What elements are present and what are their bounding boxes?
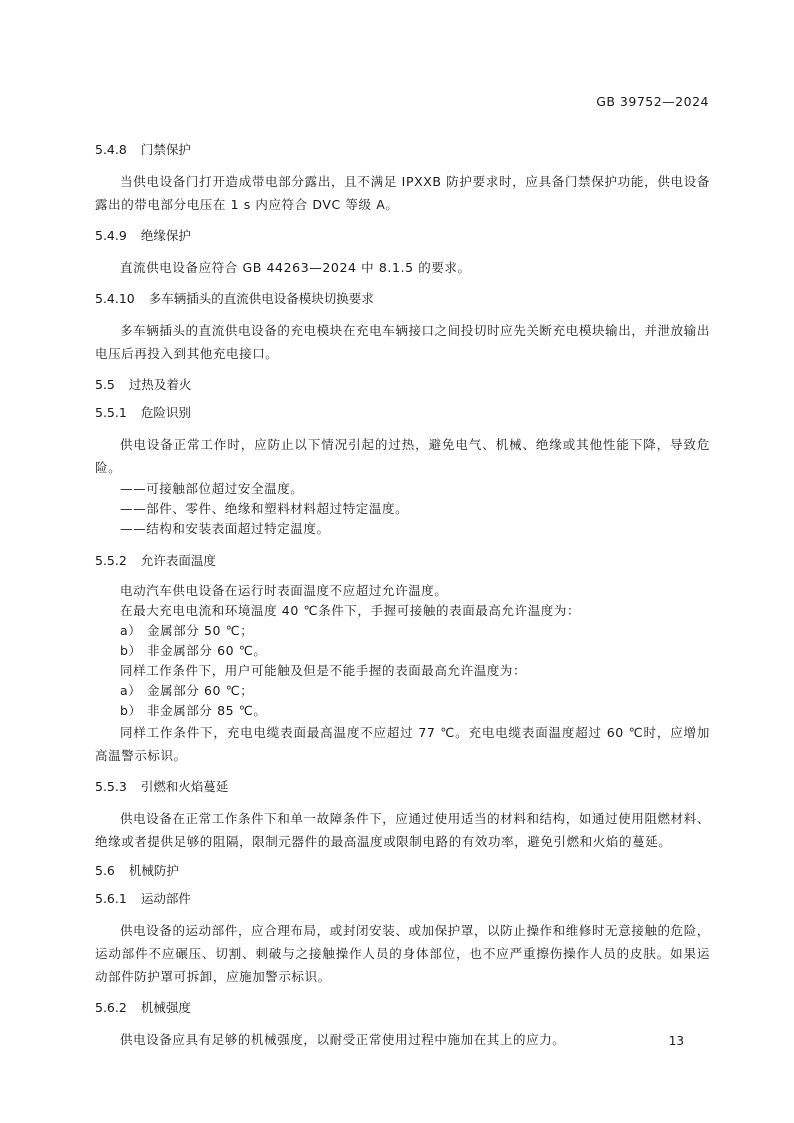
- standard-code: GB 39752—2024: [596, 94, 709, 109]
- section-heading-5-4-8: [95, 140, 710, 160]
- paragraph-line: 同样工作条件下，充电电缆表面最高温度不应超过 77 ℃。充电电缆表面温度超过 60 ℃时，应增加高温警示标识。: [95, 725, 710, 763]
- section-heading-5-4-10: [95, 289, 710, 309]
- section-number: 5.4.9: [95, 228, 127, 243]
- list-text: 非金属部分 60 ℃。: [147, 643, 267, 658]
- dash-item: ——可接触部位超过安全温度。: [120, 481, 304, 496]
- list-text: 金属部分 50 ℃；: [147, 623, 254, 638]
- list-item: [95, 641, 710, 661]
- list-item: [95, 681, 710, 701]
- list-label: a）: [120, 683, 142, 698]
- section-heading-5-4-9: [95, 226, 710, 246]
- paragraph-line: 同样工作条件下，用户可能触及但是不能手握的表面最高允许温度为：: [120, 663, 527, 678]
- section-number: 5.6.2: [95, 1000, 127, 1015]
- section-heading-5-6: [95, 861, 710, 881]
- section-title: 多车辆插头的直流供电设备模块切换要求: [148, 291, 374, 306]
- section-number: 5.4.10: [95, 291, 135, 306]
- section-title: 危险识别: [140, 405, 191, 420]
- section-title: 运动部件: [140, 891, 191, 906]
- section-number: 5.4.8: [95, 142, 127, 157]
- section-title: 绝缘保护: [140, 228, 191, 243]
- list-label: a）: [120, 623, 142, 638]
- section-number: 5.6: [95, 863, 115, 878]
- list-text: 金属部分 60 ℃；: [147, 683, 254, 698]
- section-number: 5.5.2: [95, 553, 127, 568]
- section-number: 5.5.3: [95, 779, 127, 794]
- list-item: [95, 621, 710, 641]
- section-title: 机械强度: [140, 1000, 191, 1015]
- paragraph-5-6-2: 供电设备应具有足够的机械强度，以耐受正常使用过程中施加在其上的应力。: [120, 1032, 566, 1047]
- list-text: 非金属部分 85 ℃。: [147, 703, 267, 718]
- paragraph-5-4-8: 当供电设备门打开造成带电部分露出，且不满足 IPXXB 防护要求时，应具备门禁保护功能，供电设备露出的带电部分电压在 1 s 内应符合 DVC 等级 A。: [95, 174, 710, 212]
- list-label: b）: [120, 643, 142, 658]
- section-heading-5-5-1: [95, 403, 710, 423]
- section-heading-5-5: [95, 375, 710, 395]
- paragraph-5-6-1: 供电设备的运动部件，应合理布局，或封闭安装、或加保护罩，以防止操作和维修时无意接触的危险，运动部件不应碾压、切割、刺破与之接触操作人员的身体部位，也不应严重擦伤操作人员的皮肤。如果运动部件防护罩可拆卸，应施加警示标识。: [95, 923, 710, 984]
- section-title: 机械防护: [128, 863, 179, 878]
- page-number: 13: [668, 1034, 684, 1048]
- section-heading-5-5-3: [95, 777, 710, 797]
- paragraph-5-4-9: 直流供电设备应符合 GB 44263—2024 中 8.1.5 的要求。: [120, 260, 471, 275]
- paragraph-5-5-3: 供电设备在正常工作条件下和单一故障条件下，应通过使用适当的材料和结构，如通过使用阻燃材料、绝缘或者提供足够的阻隔，限制元器件的最高温度或限制电路的有效功率，避免引燃和火焰的蔓延。: [95, 811, 710, 849]
- section-number: 5.6.1: [95, 891, 127, 906]
- section-heading-5-6-1: [95, 889, 710, 909]
- paragraph-5-5-1: 供电设备正常工作时，应防止以下情况引起的过热，避免电气、机械、绝缘或其他性能下降，导致危险。: [95, 437, 710, 475]
- dash-item: ——结构和安装表面超过特定温度。: [120, 521, 330, 536]
- section-title: 允许表面温度: [140, 553, 216, 568]
- section-title: 过热及着火: [128, 377, 192, 392]
- page-content: [95, 140, 710, 1051]
- section-number: 5.5: [95, 377, 115, 392]
- paragraph-line: 电动汽车供电设备在运行时表面温度不应超过允许温度。: [120, 583, 448, 598]
- section-heading-5-5-2: [95, 551, 710, 571]
- section-heading-5-6-2: [95, 998, 710, 1018]
- paragraph-line: 在最大充电电流和环境温度 40 ℃条件下，手握可接触的表面最高允许温度为：: [120, 603, 581, 618]
- dash-item: ——部件、零件、绝缘和塑料材料超过特定温度。: [120, 501, 409, 516]
- section-number: 5.5.1: [95, 405, 127, 420]
- section-title: 引燃和火焰蔓延: [140, 779, 229, 794]
- list-item: [95, 701, 710, 721]
- list-label: b）: [120, 703, 142, 718]
- section-title: 门禁保护: [140, 142, 191, 157]
- paragraph-5-4-10: 多车辆插头的直流供电设备的充电模块在充电车辆接口之间投切时应先关断充电模块输出，并泄放输出电压后再投入到其他充电接口。: [95, 323, 710, 361]
